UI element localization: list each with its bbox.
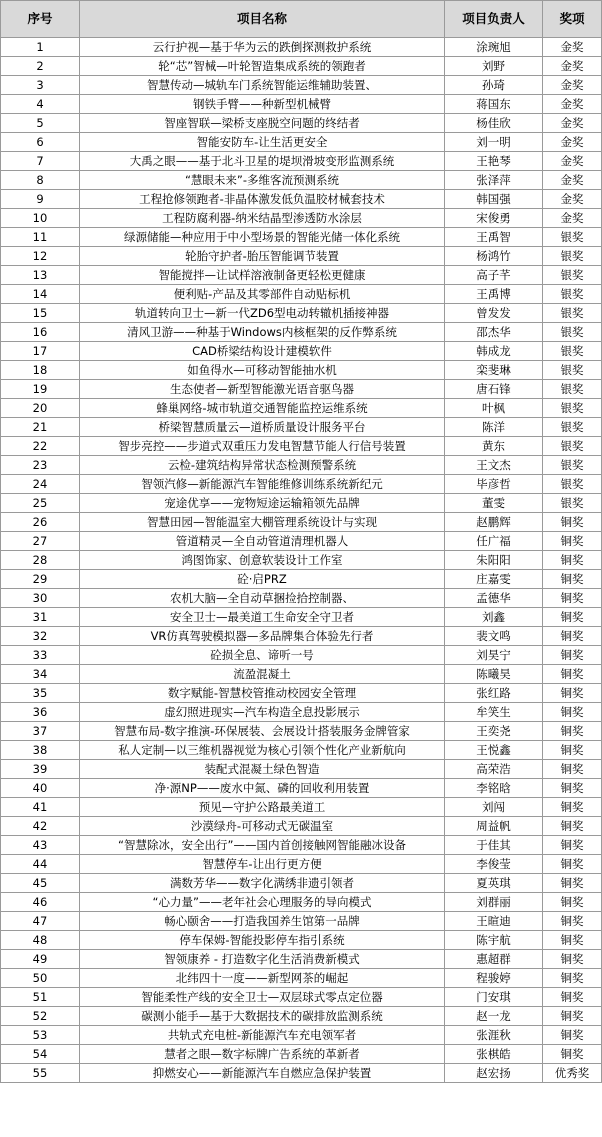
award-cell: 铜奖 (543, 627, 602, 646)
project-leader-cell: 邵杰华 (445, 323, 543, 342)
project-leader-cell: 张泽萍 (445, 171, 543, 190)
award-cell: 铜奖 (543, 779, 602, 798)
row-number-cell: 4 (1, 95, 80, 114)
project-leader-cell: 杨佳欣 (445, 114, 543, 133)
table-row (1, 456, 602, 475)
award-cell: 金奖 (543, 114, 602, 133)
row-number-cell: 15 (1, 304, 80, 323)
project-leader-cell: 李铭晗 (445, 779, 543, 798)
table-row (1, 399, 602, 418)
row-number-cell: 52 (1, 1007, 80, 1026)
project-leader-cell: 王奕尧 (445, 722, 543, 741)
project-leader-cell: 孟德华 (445, 589, 543, 608)
award-cell: 金奖 (543, 95, 602, 114)
award-cell: 铜奖 (543, 532, 602, 551)
award-cell: 铜奖 (543, 703, 602, 722)
table-row (1, 228, 602, 247)
project-leader-cell: 王禹博 (445, 285, 543, 304)
award-cell: 铜奖 (543, 665, 602, 684)
table-row (1, 817, 602, 836)
row-number-cell: 18 (1, 361, 80, 380)
table-row (1, 1045, 602, 1064)
row-number-cell: 43 (1, 836, 80, 855)
row-number-cell: 25 (1, 494, 80, 513)
project-name-cell: 北纬四十一度——新型网茶的崛起 (80, 969, 445, 988)
project-name-cell: 满数芳华——数字化满绣非遗引领者 (80, 874, 445, 893)
table-row (1, 874, 602, 893)
table-row (1, 475, 602, 494)
project-leader-cell: 王禹智 (445, 228, 543, 247)
row-number-cell: 14 (1, 285, 80, 304)
project-leader-cell: 陈曦昊 (445, 665, 543, 684)
row-number-cell: 42 (1, 817, 80, 836)
award-cell: 铜奖 (543, 741, 602, 760)
table-row (1, 133, 602, 152)
header-project-leader: 项目负责人 (445, 1, 543, 38)
project-name-cell: “心力量”——老年社会心理服务的导向模式 (80, 893, 445, 912)
award-cell: 铜奖 (543, 931, 602, 950)
header-row (1, 1, 602, 38)
table-row (1, 931, 602, 950)
project-name-cell: 砼·启PRZ (80, 570, 445, 589)
project-name-cell: 管道精灵—全自动管道清理机器人 (80, 532, 445, 551)
award-cell: 铜奖 (543, 570, 602, 589)
project-name-cell: 宠途优享——宠物短途运输箱领先品牌 (80, 494, 445, 513)
award-cell: 铜奖 (543, 551, 602, 570)
row-number-cell: 3 (1, 76, 80, 95)
table-row (1, 988, 602, 1007)
project-leader-cell: 宋俊勇 (445, 209, 543, 228)
project-name-cell: 轨道转向卫士—新一代ZD6型电动转辙机插接神器 (80, 304, 445, 323)
row-number-cell: 31 (1, 608, 80, 627)
table-row (1, 646, 602, 665)
project-leader-cell: 任广福 (445, 532, 543, 551)
award-cell: 金奖 (543, 38, 602, 57)
project-leader-cell: 程骏婷 (445, 969, 543, 988)
project-name-cell: 沙漠绿舟-可移动式无碳温室 (80, 817, 445, 836)
project-leader-cell: 叶枫 (445, 399, 543, 418)
award-cell: 铜奖 (543, 1026, 602, 1045)
table-row (1, 361, 602, 380)
table-row (1, 779, 602, 798)
project-leader-cell: 陈洋 (445, 418, 543, 437)
row-number-cell: 24 (1, 475, 80, 494)
row-number-cell: 32 (1, 627, 80, 646)
award-cell: 铜奖 (543, 912, 602, 931)
row-number-cell: 1 (1, 38, 80, 57)
project-name-cell: 智能安防车-让生活更安全 (80, 133, 445, 152)
row-number-cell: 13 (1, 266, 80, 285)
table-row (1, 342, 602, 361)
table-row (1, 285, 602, 304)
award-cell: 铜奖 (543, 874, 602, 893)
table-row (1, 171, 602, 190)
award-cell: 优秀奖 (543, 1064, 602, 1083)
table-row (1, 494, 602, 513)
award-cell: 铜奖 (543, 722, 602, 741)
award-cell: 金奖 (543, 152, 602, 171)
row-number-cell: 19 (1, 380, 80, 399)
row-number-cell: 12 (1, 247, 80, 266)
project-name-cell: 预见—守护公路最美道工 (80, 798, 445, 817)
row-number-cell: 28 (1, 551, 80, 570)
award-cell: 银奖 (543, 247, 602, 266)
project-leader-cell: 刘闯 (445, 798, 543, 817)
table-row (1, 665, 602, 684)
project-name-cell: 鸿图饰家、创意软装设计工作室 (80, 551, 445, 570)
project-name-cell: 净·源NP——废水中氮、磷的回收利用装置 (80, 779, 445, 798)
award-cell: 铜奖 (543, 950, 602, 969)
table-row (1, 57, 602, 76)
award-cell: 银奖 (543, 380, 602, 399)
project-leader-cell: 刘昊宁 (445, 646, 543, 665)
award-cell: 银奖 (543, 361, 602, 380)
table-row (1, 551, 602, 570)
row-number-cell: 16 (1, 323, 80, 342)
project-leader-cell: 裴文鸣 (445, 627, 543, 646)
table-row (1, 589, 602, 608)
project-leader-cell: 李俊莹 (445, 855, 543, 874)
project-name-cell: 慧者之眼—数字标牌广告系统的革新者 (80, 1045, 445, 1064)
award-cell: 金奖 (543, 171, 602, 190)
row-number-cell: 35 (1, 684, 80, 703)
award-cell: 铜奖 (543, 608, 602, 627)
award-cell: 银奖 (543, 456, 602, 475)
row-number-cell: 23 (1, 456, 80, 475)
row-number-cell: 39 (1, 760, 80, 779)
row-number-cell: 5 (1, 114, 80, 133)
table-row (1, 323, 602, 342)
project-name-cell: 蜂巢网络-城市轨道交通智能监控运维系统 (80, 399, 445, 418)
project-name-cell: 大禹之眼——基于北斗卫星的堤坝滑坡变形监测系统 (80, 152, 445, 171)
award-cell: 金奖 (543, 76, 602, 95)
row-number-cell: 38 (1, 741, 80, 760)
award-cell: 铜奖 (543, 836, 602, 855)
project-name-cell: 流盈混凝土 (80, 665, 445, 684)
table-row (1, 1064, 602, 1083)
project-name-cell: 智慧停车-让出行更方便 (80, 855, 445, 874)
project-name-cell: 智慧传动—城轨车门系统智能运维辅助装置、 (80, 76, 445, 95)
project-name-cell: 数字赋能-智慧校管推动校园安全管理 (80, 684, 445, 703)
project-name-cell: 装配式混凝土绿色智造 (80, 760, 445, 779)
project-name-cell: 绿源储能—种应用于中小型场景的智能光储一体化系统 (80, 228, 445, 247)
project-leader-cell: 于佳其 (445, 836, 543, 855)
project-leader-cell: 韩国强 (445, 190, 543, 209)
project-name-cell: “智慧除冰，安全出行”——国内首创接触网智能融冰设备 (80, 836, 445, 855)
project-name-cell: 轮胎守护者-胎压智能调节装置 (80, 247, 445, 266)
project-name-cell: 云检-建筑结构异常状态检测预警系统 (80, 456, 445, 475)
project-leader-cell: 王暄迪 (445, 912, 543, 931)
project-leader-cell: 周益帆 (445, 817, 543, 836)
row-number-cell: 55 (1, 1064, 80, 1083)
table-row (1, 76, 602, 95)
row-number-cell: 26 (1, 513, 80, 532)
project-leader-cell: 高子芊 (445, 266, 543, 285)
table-body (1, 38, 602, 1083)
project-name-cell: 智慧布局-数字推演-环保展装、会展设计搭装服务金牌管家 (80, 722, 445, 741)
project-leader-cell: 刘一明 (445, 133, 543, 152)
project-leader-cell: 夏英琪 (445, 874, 543, 893)
project-leader-cell: 庄嘉雯 (445, 570, 543, 589)
project-name-cell: 钢铁手臂——种新型机械臂 (80, 95, 445, 114)
award-cell: 金奖 (543, 209, 602, 228)
award-cell: 银奖 (543, 228, 602, 247)
project-leader-cell: 王悦鑫 (445, 741, 543, 760)
table-row (1, 722, 602, 741)
award-cell: 银奖 (543, 266, 602, 285)
project-leader-cell: 张红路 (445, 684, 543, 703)
project-name-cell: CAD桥梁结构设计建模软件 (80, 342, 445, 361)
row-number-cell: 20 (1, 399, 80, 418)
project-leader-cell: 牟笑生 (445, 703, 543, 722)
project-leader-cell: 张棋皓 (445, 1045, 543, 1064)
table-row (1, 608, 602, 627)
row-number-cell: 8 (1, 171, 80, 190)
award-cell: 铜奖 (543, 1007, 602, 1026)
table-row (1, 152, 602, 171)
row-number-cell: 2 (1, 57, 80, 76)
table-row (1, 855, 602, 874)
table-row (1, 304, 602, 323)
project-name-cell: 安全卫士—最美道工生命安全守卫者 (80, 608, 445, 627)
table-row (1, 627, 602, 646)
project-name-cell: 畅心颐舍——打造我国养生馆第一品牌 (80, 912, 445, 931)
award-cell: 银奖 (543, 323, 602, 342)
award-cell: 银奖 (543, 475, 602, 494)
award-cell: 铜奖 (543, 988, 602, 1007)
row-number-cell: 33 (1, 646, 80, 665)
award-cell: 铜奖 (543, 1045, 602, 1064)
row-number-cell: 27 (1, 532, 80, 551)
row-number-cell: 44 (1, 855, 80, 874)
table-row (1, 570, 602, 589)
award-cell: 铜奖 (543, 817, 602, 836)
row-number-cell: 34 (1, 665, 80, 684)
project-name-cell: 生态使者—新型智能激光语音驱鸟器 (80, 380, 445, 399)
header-number: 序号 (1, 1, 80, 38)
table-row (1, 114, 602, 133)
table-row (1, 836, 602, 855)
project-leader-cell: 刘鑫 (445, 608, 543, 627)
table-row (1, 1026, 602, 1045)
project-name-cell: 智步亮控——步道式双重压力发电智慧节能人行信号装置 (80, 437, 445, 456)
award-cell: 金奖 (543, 133, 602, 152)
row-number-cell: 22 (1, 437, 80, 456)
project-leader-cell: 高荣浩 (445, 760, 543, 779)
row-number-cell: 53 (1, 1026, 80, 1045)
project-name-cell: 虚幻照进现实—汽车构造全息投影展示 (80, 703, 445, 722)
project-leader-cell: 朱阳阳 (445, 551, 543, 570)
award-cell: 银奖 (543, 418, 602, 437)
table-row (1, 950, 602, 969)
project-leader-cell: 毕彦哲 (445, 475, 543, 494)
row-number-cell: 36 (1, 703, 80, 722)
project-name-cell: 智能柔性产线的安全卫士—双层球式零点定位器 (80, 988, 445, 1007)
award-cell: 金奖 (543, 190, 602, 209)
row-number-cell: 29 (1, 570, 80, 589)
table-row (1, 380, 602, 399)
project-leader-cell: 韩成龙 (445, 342, 543, 361)
project-name-cell: 智能搅拌—让试样溶液制备更轻松更健康 (80, 266, 445, 285)
row-number-cell: 21 (1, 418, 80, 437)
project-name-cell: 轮“芯”智械—叶轮智造集成系统的领跑者 (80, 57, 445, 76)
table-row (1, 513, 602, 532)
table-row (1, 703, 602, 722)
row-number-cell: 48 (1, 931, 80, 950)
project-leader-cell: 赵一龙 (445, 1007, 543, 1026)
award-cell: 银奖 (543, 285, 602, 304)
row-number-cell: 51 (1, 988, 80, 1007)
project-name-cell: 智慧田园—智能温室大棚管理系统设计与实现 (80, 513, 445, 532)
row-number-cell: 40 (1, 779, 80, 798)
project-leader-cell: 刘野 (445, 57, 543, 76)
project-name-cell: 砼损全息、谛听一号 (80, 646, 445, 665)
project-leader-cell: 唐石锋 (445, 380, 543, 399)
project-leader-cell: 董雯 (445, 494, 543, 513)
project-name-cell: 云行护视—基于华为云的跌倒探测救护系统 (80, 38, 445, 57)
project-name-cell: 农机大脑—全自动草捆捡拾控制器、 (80, 589, 445, 608)
project-name-cell: “慧眼未来”-多维客流预测系统 (80, 171, 445, 190)
row-number-cell: 45 (1, 874, 80, 893)
award-cell: 金奖 (543, 57, 602, 76)
award-cell: 铜奖 (543, 646, 602, 665)
table-row (1, 912, 602, 931)
project-leader-cell: 杨鸿竹 (445, 247, 543, 266)
row-number-cell: 41 (1, 798, 80, 817)
row-number-cell: 50 (1, 969, 80, 988)
table-row (1, 893, 602, 912)
award-cell: 银奖 (543, 342, 602, 361)
row-number-cell: 7 (1, 152, 80, 171)
project-leader-cell: 刘群丽 (445, 893, 543, 912)
project-leader-cell: 黄东 (445, 437, 543, 456)
project-leader-cell: 门安琪 (445, 988, 543, 1007)
project-name-cell: 桥梁智慧质量云—道桥质量设计服务平台 (80, 418, 445, 437)
table-row (1, 969, 602, 988)
table-row (1, 684, 602, 703)
award-cell: 铜奖 (543, 513, 602, 532)
project-leader-cell: 赵宏扬 (445, 1064, 543, 1083)
table-row (1, 1007, 602, 1026)
table-row (1, 209, 602, 228)
award-cell: 铜奖 (543, 893, 602, 912)
award-cell: 银奖 (543, 304, 602, 323)
table-row (1, 418, 602, 437)
table-row (1, 247, 602, 266)
project-leader-cell: 栾斐琳 (445, 361, 543, 380)
award-cell: 铜奖 (543, 855, 602, 874)
project-leader-cell: 陈宇航 (445, 931, 543, 950)
project-name-cell: 便利贴-产品及其零部件自动贴标机 (80, 285, 445, 304)
row-number-cell: 30 (1, 589, 80, 608)
row-number-cell: 6 (1, 133, 80, 152)
project-leader-cell: 王文杰 (445, 456, 543, 475)
row-number-cell: 9 (1, 190, 80, 209)
project-name-cell: 停车保姆-智能投影停车指引系统 (80, 931, 445, 950)
project-leader-cell: 赵鹏辉 (445, 513, 543, 532)
award-cell: 铜奖 (543, 684, 602, 703)
row-number-cell: 10 (1, 209, 80, 228)
table-row (1, 38, 602, 57)
row-number-cell: 17 (1, 342, 80, 361)
award-cell: 铜奖 (543, 969, 602, 988)
project-name-cell: 共轨式充电桩-新能源汽车充电领军者 (80, 1026, 445, 1045)
project-leader-cell: 惠超群 (445, 950, 543, 969)
project-leader-cell: 曾发发 (445, 304, 543, 323)
project-leader-cell: 涂琬旭 (445, 38, 543, 57)
table-row (1, 437, 602, 456)
table-row (1, 190, 602, 209)
row-number-cell: 46 (1, 893, 80, 912)
award-cell: 铜奖 (543, 760, 602, 779)
project-name-cell: 智领康养 - 打造数字化生活消费新模式 (80, 950, 445, 969)
project-name-cell: 清风卫游——种基于Windows内核框架的反作弊系统 (80, 323, 445, 342)
award-cell: 铜奖 (543, 589, 602, 608)
row-number-cell: 47 (1, 912, 80, 931)
row-number-cell: 11 (1, 228, 80, 247)
project-name-cell: 如鱼得水—可移动智能抽水机 (80, 361, 445, 380)
project-name-cell: 私人定制—以三维机器视觉为核心引领个性化产业新航向 (80, 741, 445, 760)
header-project-name: 项目名称 (80, 1, 445, 38)
award-cell: 银奖 (543, 494, 602, 513)
project-leader-cell: 孙琦 (445, 76, 543, 95)
table-row (1, 532, 602, 551)
award-cell: 铜奖 (543, 798, 602, 817)
project-name-cell: 抑燃安心——新能源汽车自燃应急保护装置 (80, 1064, 445, 1083)
row-number-cell: 37 (1, 722, 80, 741)
project-leader-cell: 蒋国东 (445, 95, 543, 114)
project-leader-cell: 张涯秋 (445, 1026, 543, 1045)
table-row (1, 760, 602, 779)
row-number-cell: 49 (1, 950, 80, 969)
table-row (1, 798, 602, 817)
project-name-cell: 智座智联—梁桥支座脱空问题的终结者 (80, 114, 445, 133)
project-name-cell: VR仿真驾驶模拟器—多品牌集合体验先行者 (80, 627, 445, 646)
project-name-cell: 智领汽修—新能源汽车智能维修训练系统新纪元 (80, 475, 445, 494)
project-name-cell: 工程防腐利器-纳米结晶型渗透防水涂层 (80, 209, 445, 228)
project-leader-cell: 王艳琴 (445, 152, 543, 171)
table-row (1, 95, 602, 114)
table-row (1, 741, 602, 760)
table-row (1, 266, 602, 285)
row-number-cell: 54 (1, 1045, 80, 1064)
award-cell: 银奖 (543, 437, 602, 456)
project-name-cell: 碳测小能手—基于大数据技术的碳排放监测系统 (80, 1007, 445, 1026)
project-name-cell: 工程抢修领跑者-非晶体激发低负温胶材械套技术 (80, 190, 445, 209)
award-cell: 银奖 (543, 399, 602, 418)
header-award: 奖项 (543, 1, 602, 38)
